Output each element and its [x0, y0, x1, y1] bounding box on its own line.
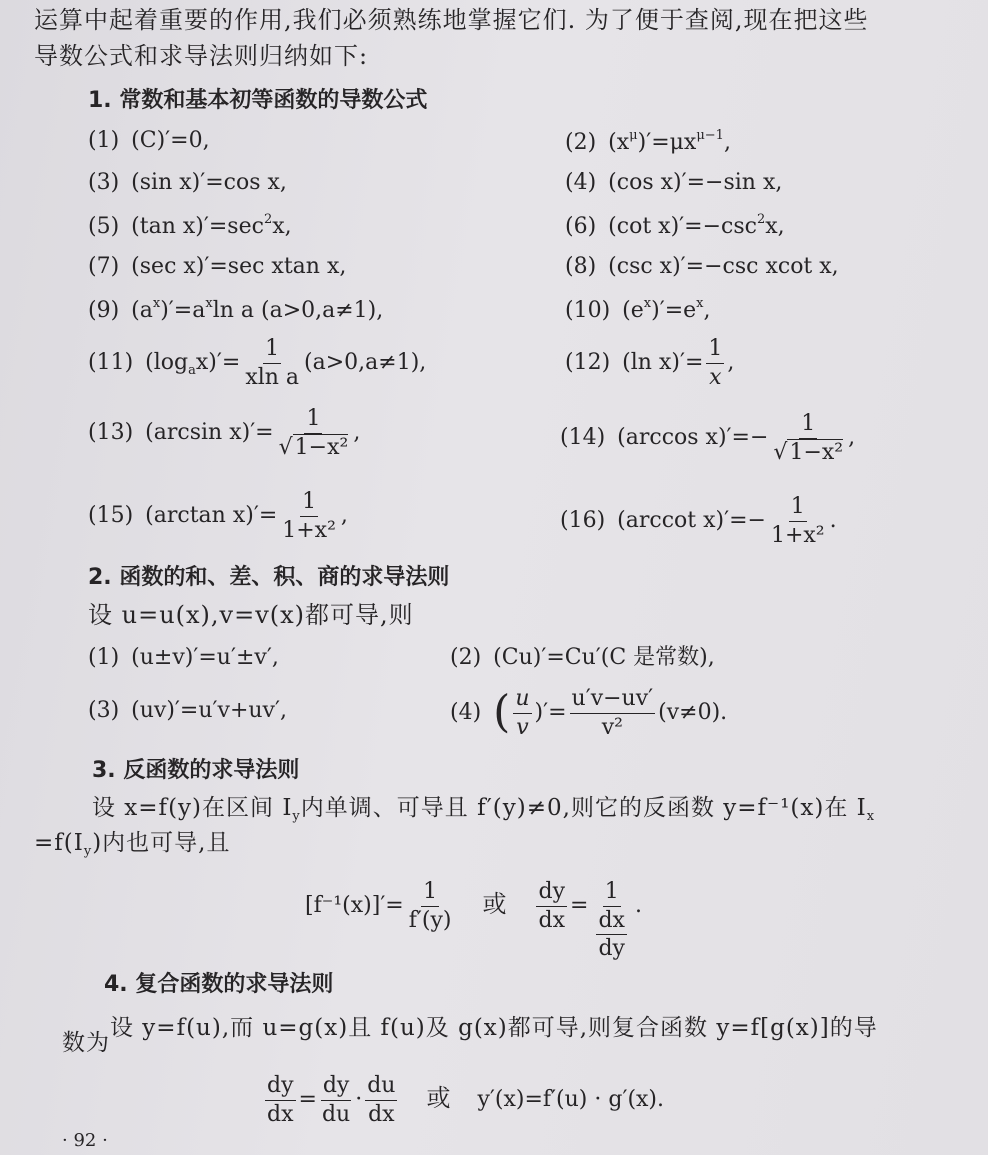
section-heading: 4. 复合函数的求导法则 — [104, 972, 334, 997]
section-text: 设 x=f(y)在区间 $I_y$内单调、可导且 f′(y)≠0,则它的反函数 y=f⁻¹(x)在 $I_x$ — [92, 795, 876, 824]
formula-14: (14) (arccos x)′=− $\frac{1}{\text{√1−x²}}$ , — [560, 411, 856, 465]
section-heading: 3. 反函数的求导法则 — [92, 758, 300, 783]
formula-4: (4) (cos x)′=−sin x, — [565, 170, 783, 195]
formula-8: (8) (csc x)′=−csc xcot x, — [565, 254, 839, 279]
page-number: · 92 · — [62, 1130, 108, 1151]
rule-2: (2) (Cu)′=Cu′(C 是常数), — [450, 645, 715, 670]
chain-rule-formula: $\frac{dy}{dx}$ = $\frac{dy}{du}$ · $\frac{du}{dx}$ 或 y′(x)=f′(u) · g′(x). — [267, 1073, 665, 1127]
section-text: $=f(I_y)$内也可导,且 — [34, 830, 231, 859]
formula-2: (2) $(x^\mu)'=\mu x^{\mu-1}$, — [565, 128, 731, 155]
formula-11: (11) $(\log_ax)'=$ $\frac{1}{\text{xln a}}$ (a>0,a≠1), — [88, 336, 427, 390]
formula-10: (10) $(e^x)'=e^x$, — [565, 296, 711, 323]
formula-13: (13) (arcsin x)′= $\frac{1}{\text{√1−x²}}$ , — [88, 406, 361, 460]
formula-7: (7) (sec x)′=sec xtan x, — [88, 254, 347, 279]
intro-line: 运算中起着重要的作用,我们必须熟练地掌握它们. 为了便于查阅,现在把这些 — [34, 6, 869, 34]
formula-5: (5) (tan $x)'=\sec^2x$, — [88, 212, 292, 239]
rule-3: (3) (uv)′=u′v+uv′, — [88, 698, 287, 723]
formula-6: (6) (cot $x)'=-\csc^2x$, — [565, 212, 785, 239]
section-text: 数为 — [62, 1030, 110, 1056]
section-intro: 设 u=u(x),v=v(x)都可导,则 — [88, 601, 414, 629]
formula-16: (16) (arccot x)′=− $\frac{1}{\text{1+x²}}$ . — [560, 494, 837, 548]
formula-15: (15) (arctan x)′= $\frac{1}{\text{1+x²}}$ , — [88, 489, 348, 543]
rule-1: (1) (u±v)′=u′±v′, — [88, 645, 279, 670]
formula-12: (12) (ln x)′= $\frac{1}{x}$ , — [565, 336, 735, 390]
inverse-formula: [f⁻¹(x)]′= $\frac{1}{f'(y)}$ 或 $\frac{dy}{dx}$ = $\frac{1}{\frac{dx}{dy}}$ . — [305, 879, 642, 961]
rule-4: (4) ( $\frac{u}{v}$ )′= $\frac{u'v-uv'}{\text{v²}}$ (v≠0). — [450, 686, 728, 740]
section-heading: 2. 函数的和、差、积、商的求导法则 — [88, 565, 450, 590]
intro-line: 导数公式和求导法则归纳如下: — [34, 42, 369, 70]
formula-1: (1) (C)′=0, — [88, 128, 210, 153]
section-text: 设 y=f(u),而 u=g(x)且 f(u)及 g(x)都可导,则复合函数 y=f[g(x)]的导 — [110, 1015, 878, 1041]
section-heading: 1. 常数和基本初等函数的导数公式 — [88, 88, 428, 113]
formula-9: (9) $(a^x)'=a^x\ln$ a (a>0,a≠1), — [88, 296, 384, 323]
formula-3: (3) (sin x)′=cos x, — [88, 170, 287, 195]
